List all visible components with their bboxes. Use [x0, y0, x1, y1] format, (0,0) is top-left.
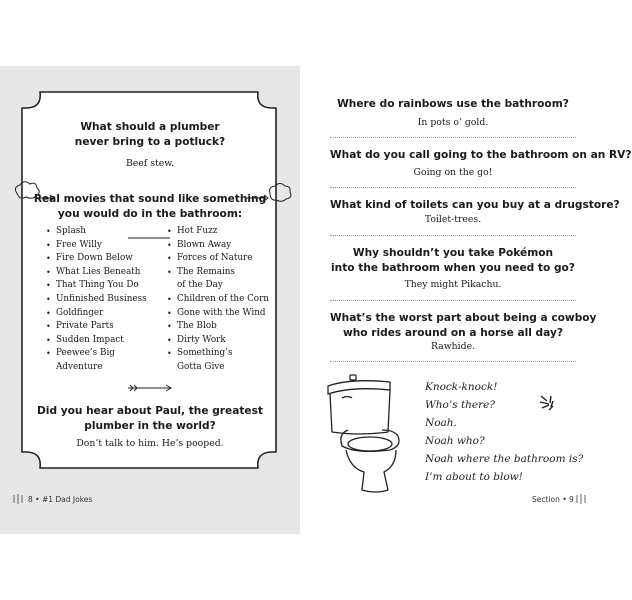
movie-list-column-2	[167, 225, 269, 375]
movie-title-line: Sudden Impact	[56, 334, 124, 345]
movie-title-line: Unfinished Business	[56, 293, 147, 304]
movie-title-line: Gone with the Wind	[177, 307, 266, 318]
movie-title	[46, 239, 147, 253]
movie-title	[46, 279, 147, 293]
movie-title	[46, 225, 147, 239]
joke-question: Where do rainbows use the bathroom?	[337, 98, 569, 110]
movie-title	[46, 320, 147, 334]
movie-title-line: Children of the Corn	[177, 293, 269, 304]
movie-title	[46, 252, 147, 266]
movie-title	[167, 320, 269, 334]
joke-question: Why shouldn’t you take Pokémon into the bathroom when you need to go?	[331, 247, 575, 274]
joke-answer: Rawhide.	[430, 341, 476, 352]
movie-title	[46, 307, 147, 321]
page-number-ornament-icon	[12, 493, 28, 505]
dotted-divider	[330, 300, 576, 301]
movie-title-line: of the Day	[177, 280, 223, 291]
movie-title-line: Splash	[56, 226, 86, 236]
joke-question: Did you hear about Paul, the greatest plumber in the world?	[37, 405, 263, 432]
movie-title-line: Goldfinger	[56, 307, 104, 318]
page-footer-left: 8 • #1 Dad Jokes	[28, 495, 93, 504]
joke-question: What’s the worst part about being a cowboy who rides around on a horse all day?	[330, 312, 597, 339]
dotted-divider	[330, 187, 576, 188]
movie-title	[46, 347, 147, 374]
movie-title-line: That Thing You Do	[56, 280, 139, 291]
joke-question: What should a plumber never bring to a potluck?	[74, 121, 226, 148]
joke-answer: Don’t talk to him. He’s pooped.	[76, 438, 224, 449]
knock-knock-joke: Knock-knock! Who’s there? Noah. Noah who? Noah where the bathroom is? I’m about to blow!	[425, 381, 584, 483]
movie-title	[46, 266, 147, 280]
joke-answer: Beef stew.	[125, 158, 175, 169]
joke-answer: Going on the go!	[413, 167, 493, 178]
movie-title	[167, 307, 269, 321]
movie-title	[167, 225, 269, 239]
dotted-divider	[330, 137, 576, 138]
movie-list-column-1	[46, 225, 147, 375]
joke-question: What kind of toilets can you buy at a drugstore?	[330, 199, 620, 211]
joke-question: What do you call going to the bathroom on an RV?	[330, 149, 632, 161]
movie-title	[167, 239, 269, 253]
dotted-divider	[330, 235, 576, 236]
movie-title-line: Adventure	[56, 361, 103, 372]
page-footer-right: Section • 9	[532, 495, 574, 504]
page-number-ornament-icon	[575, 493, 591, 505]
joke-answer: They might Pikachu.	[404, 279, 502, 290]
movie-title-line: Peewee’s Big	[56, 348, 115, 359]
movie-title-line: Dirty Work	[177, 334, 226, 345]
movies-heading: Real movies that sound like something you would do in the bathroom:	[33, 193, 267, 220]
toilet-illustration-icon	[320, 372, 425, 497]
joke-answer: Toilet-trees.	[424, 214, 482, 225]
movie-title-line: Private Parts	[56, 321, 114, 332]
movie-title-line: Hot Fuzz	[177, 226, 218, 236]
movie-title	[167, 293, 269, 307]
movie-title-line: The Blob	[177, 321, 217, 332]
movie-title	[46, 293, 147, 307]
movie-title-line: Forces of Nature	[177, 253, 253, 264]
movie-title	[167, 266, 269, 293]
movie-title-line: Blown Away	[177, 239, 232, 250]
movie-title	[167, 252, 269, 266]
movie-title-line: What Lies Beneath	[56, 266, 141, 277]
movie-title	[167, 334, 269, 348]
movie-title	[46, 334, 147, 348]
movie-title-line: Fire Down Below	[56, 253, 133, 264]
movie-title-line: The Remains	[177, 266, 235, 277]
movie-title-line: Something’s	[177, 348, 233, 359]
movie-title-line: Free Willy	[56, 239, 102, 250]
sound-burst-icon	[537, 392, 559, 414]
dotted-divider	[330, 361, 576, 362]
movie-title-line: Gotta Give	[177, 361, 225, 372]
joke-answer: In pots o’ gold.	[417, 117, 489, 128]
movie-title	[167, 347, 269, 374]
